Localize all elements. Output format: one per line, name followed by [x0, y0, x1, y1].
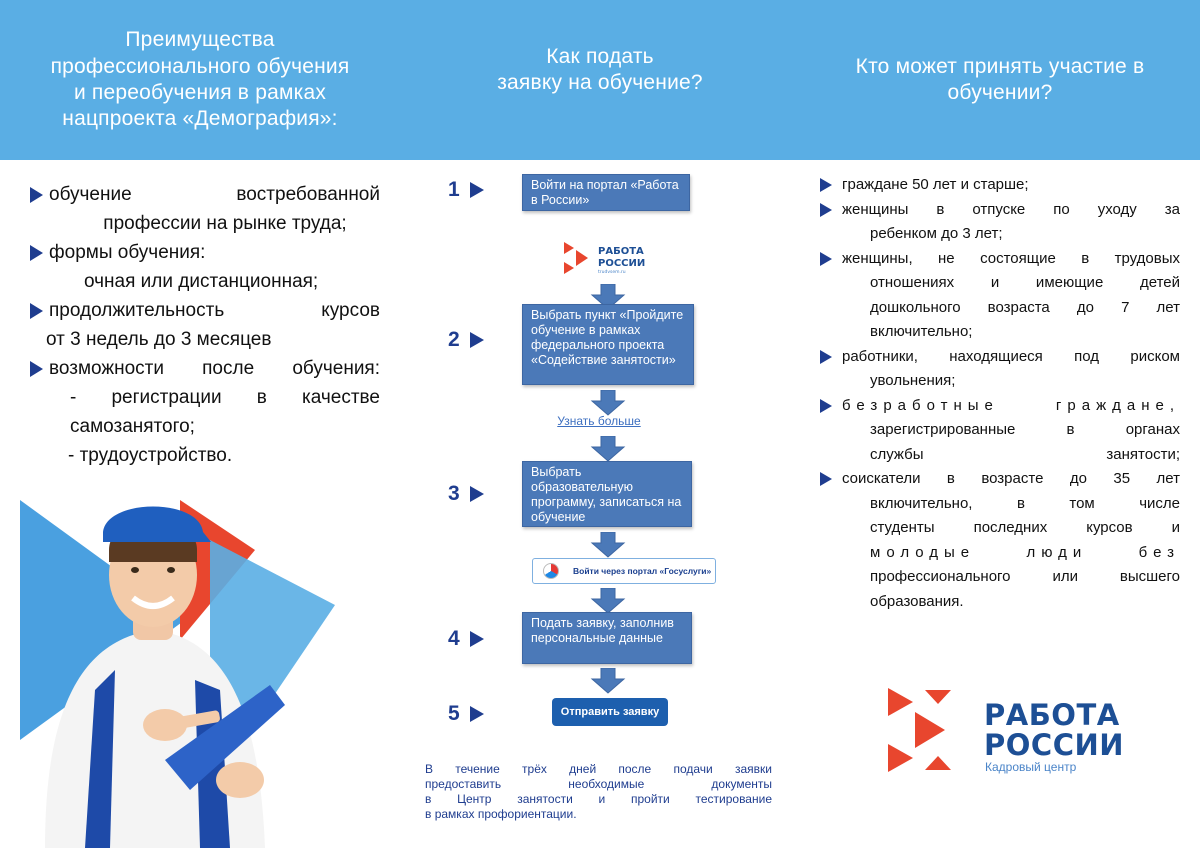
down-arrow-icon	[590, 668, 626, 694]
down-arrow-icon	[590, 588, 626, 614]
step-box-login-portal: Войти на портал «Работа в России»	[522, 174, 690, 211]
list-item: безработные граждане,	[820, 394, 1180, 419]
step-arrow-icon	[470, 486, 484, 502]
list-item: продолжительность курсов	[30, 296, 380, 325]
bullet-arrow-icon	[30, 303, 43, 319]
header-how-to-apply-title: Как подать заявку на обучение?	[497, 44, 703, 94]
list-item: работники, находящиеся под риском	[820, 345, 1180, 370]
down-arrow-icon	[590, 532, 626, 558]
gosuslugi-login-button[interactable]: Войти через портал «Госуслуги»	[532, 558, 716, 584]
bullet-arrow-icon	[820, 472, 832, 486]
down-arrow-icon	[590, 390, 626, 416]
step-arrow-icon	[470, 182, 484, 198]
send-application-button[interactable]: Отправить заявку	[552, 698, 668, 726]
header-band	[0, 0, 1200, 160]
learn-more-link[interactable]: Узнать больше	[557, 414, 641, 428]
bullet-arrow-icon	[820, 203, 832, 217]
worker-hand	[216, 762, 264, 798]
gosuslugi-icon	[543, 563, 559, 579]
benefits-list: обучение востребованной профессии на рынке труда; формы обучения: очная или дистанционная; продолжительность курсов от 3 недель до 3 месяцев возможности после обучения: - регистрации в качестве самозанятого; - трудоустройство.	[30, 180, 380, 470]
bullet-arrow-icon	[820, 399, 832, 413]
svg-text:РАБОТА: РАБОТА	[598, 246, 644, 257]
logo-wordmark: РАБОТА РОССИИ	[984, 698, 1125, 762]
step-arrow-icon	[470, 631, 484, 647]
step-number-4: 4	[448, 627, 484, 651]
after-submission-note: В течение трёх дней после подачи заявки предоставить необходимые документы в Центр занятости и пройти тестирование в рамках профориентации.	[425, 762, 772, 821]
step-number-2: 2	[448, 328, 484, 352]
bullet-arrow-icon	[30, 187, 43, 203]
list-item: формы обучения:	[30, 238, 380, 267]
step-box-choose-item: Выбрать пункт «Пройдите обучение в рамках федерального проекта «Содействие занятости»	[522, 304, 694, 385]
step-box-choose-program: Выбрать образовательную программу, записаться на обучение	[522, 461, 692, 527]
list-item: женщины в отпуске по уходу за	[820, 198, 1180, 223]
step-arrow-icon	[470, 332, 484, 348]
bullet-arrow-icon	[820, 252, 832, 266]
bullet-arrow-icon	[820, 178, 832, 192]
list-item: граждане 50 лет и старше;	[820, 173, 1180, 198]
bullet-arrow-icon	[30, 245, 43, 261]
rabota-rossii-mini-logo	[560, 240, 660, 276]
bullet-arrow-icon	[820, 350, 832, 364]
step-arrow-icon	[470, 706, 484, 722]
list-item: женщины, не состоящие в трудовых	[820, 247, 1180, 272]
logo-subtitle: Кадровый центр	[985, 760, 1077, 774]
step-box-submit-form: Подать заявку, заполнив персональные данные	[522, 612, 692, 664]
list-item: соискатели в возрасте до 35 лет	[820, 467, 1180, 492]
bullet-arrow-icon	[30, 361, 43, 377]
participants-list: граждане 50 лет и старше; женщины в отпуске по уходу за ребенком до 3 лет; женщины, не состоящие в трудовых отношениях и имеющие детей дошкольного возраста до 7 лет включительно; работники, находящиеся под риском увольнения; безработные граждане, зарегистрированные в органах службы занятости; соискатели в возрасте до 35 лет включительно, в том числе студенты последних курсов и молодые люди без профессионального или высшего образования.	[820, 173, 1180, 614]
worker-hand	[143, 709, 187, 741]
svg-text:trudvsem.ru: trudvsem.ru	[598, 270, 626, 275]
down-arrow-icon	[590, 436, 626, 462]
list-item: возможности после обучения:	[30, 354, 380, 383]
worker-illustration	[15, 490, 345, 848]
svg-text:РОССИИ: РОССИИ	[598, 258, 646, 269]
step-number-3: 3	[448, 482, 484, 506]
header-who-can-participate-title: Кто может принять участие в обучении?	[855, 54, 1145, 104]
list-item: обучение востребованной	[30, 180, 380, 209]
step-number-5: 5	[448, 702, 484, 726]
step-number-1: 1	[448, 178, 484, 202]
header-benefits-title: Преимущества профессионального обучения и переобучения в рамках нацпроекта «Демография»:	[50, 28, 350, 131]
